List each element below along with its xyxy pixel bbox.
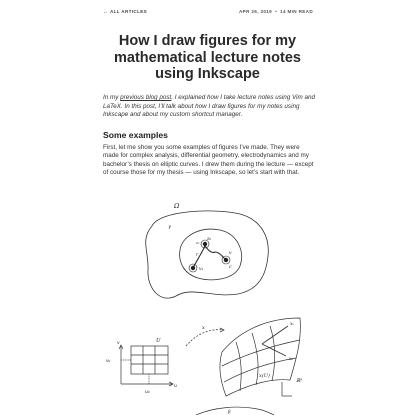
label-xu: xᵤ: [289, 357, 294, 362]
label-beta: β: [228, 410, 231, 415]
figure-partial-bottom: [196, 407, 274, 415]
label-r: r: [196, 253, 199, 258]
section-heading: Some examples: [103, 130, 168, 140]
tangent-xv: [262, 326, 288, 344]
map-x-arrow: [186, 330, 224, 346]
label-gamma: γ: [168, 224, 171, 230]
intro-text-end: , I explained how I take lecture notes using Vim and LaTeX. In this post, I’ll talk about how I draw figures for my notes using Inkscape and about my custom shortcut manager.: [103, 94, 316, 118]
previous-post-link[interactable]: previous blog post: [120, 94, 172, 101]
back-arrow-icon: ←: [103, 9, 108, 14]
meta-separator: •: [275, 9, 278, 14]
read-time: 14 MIN READ: [280, 9, 313, 14]
domain-U-grid: [131, 346, 168, 374]
intro-text-start: In my: [103, 94, 121, 101]
label-omega: Ω: [174, 202, 180, 210]
label-U: U: [156, 338, 161, 344]
point-v1: [191, 266, 195, 270]
label-R3: ℝ³: [296, 378, 303, 384]
label-xU: x(U): [259, 373, 270, 379]
point-c: [224, 258, 228, 262]
label-v-axis: v: [117, 341, 120, 346]
post-date: APR 26, 2019: [239, 9, 273, 14]
omega-region-outline: [146, 211, 269, 298]
label-z0: z₀: [207, 237, 212, 242]
surface-grid-1: [236, 342, 241, 391]
label-v0: v₀: [106, 359, 111, 364]
section-paragraph: First, let me show you some examples of figures I’ve made. They were made for complex analysis, differential geometry, electrodynamics and my bachelor’s thesis on elliptic curves. I drew them during the lecture — except of course those for my thesis — using Inkscape, so let’s start with that.: [103, 144, 314, 176]
label-c: c: [229, 265, 232, 270]
label-z1: z₁: [196, 240, 200, 245]
article-title: How I draw figures for my mathematical lecture notes using Inkscape: [114, 33, 301, 82]
label-v1: v₁: [199, 267, 204, 272]
label-v: v: [229, 251, 232, 256]
figure-parametrisation: [119, 318, 303, 396]
surface-grid-3: [270, 326, 275, 381]
label-xv: xᵥ: [290, 322, 295, 327]
surface-grid-2: [252, 333, 258, 385]
surface-grid-4: [222, 340, 300, 366]
point-z0: [203, 242, 207, 246]
partial-curve: [196, 407, 274, 415]
all-articles-label: ALL ARTICLES: [109, 9, 148, 14]
figure-complex-analysis: [146, 211, 269, 298]
label-x-map: x: [202, 325, 205, 331]
label-u-axis: u: [174, 384, 177, 389]
label-u0: u₀: [145, 390, 150, 395]
